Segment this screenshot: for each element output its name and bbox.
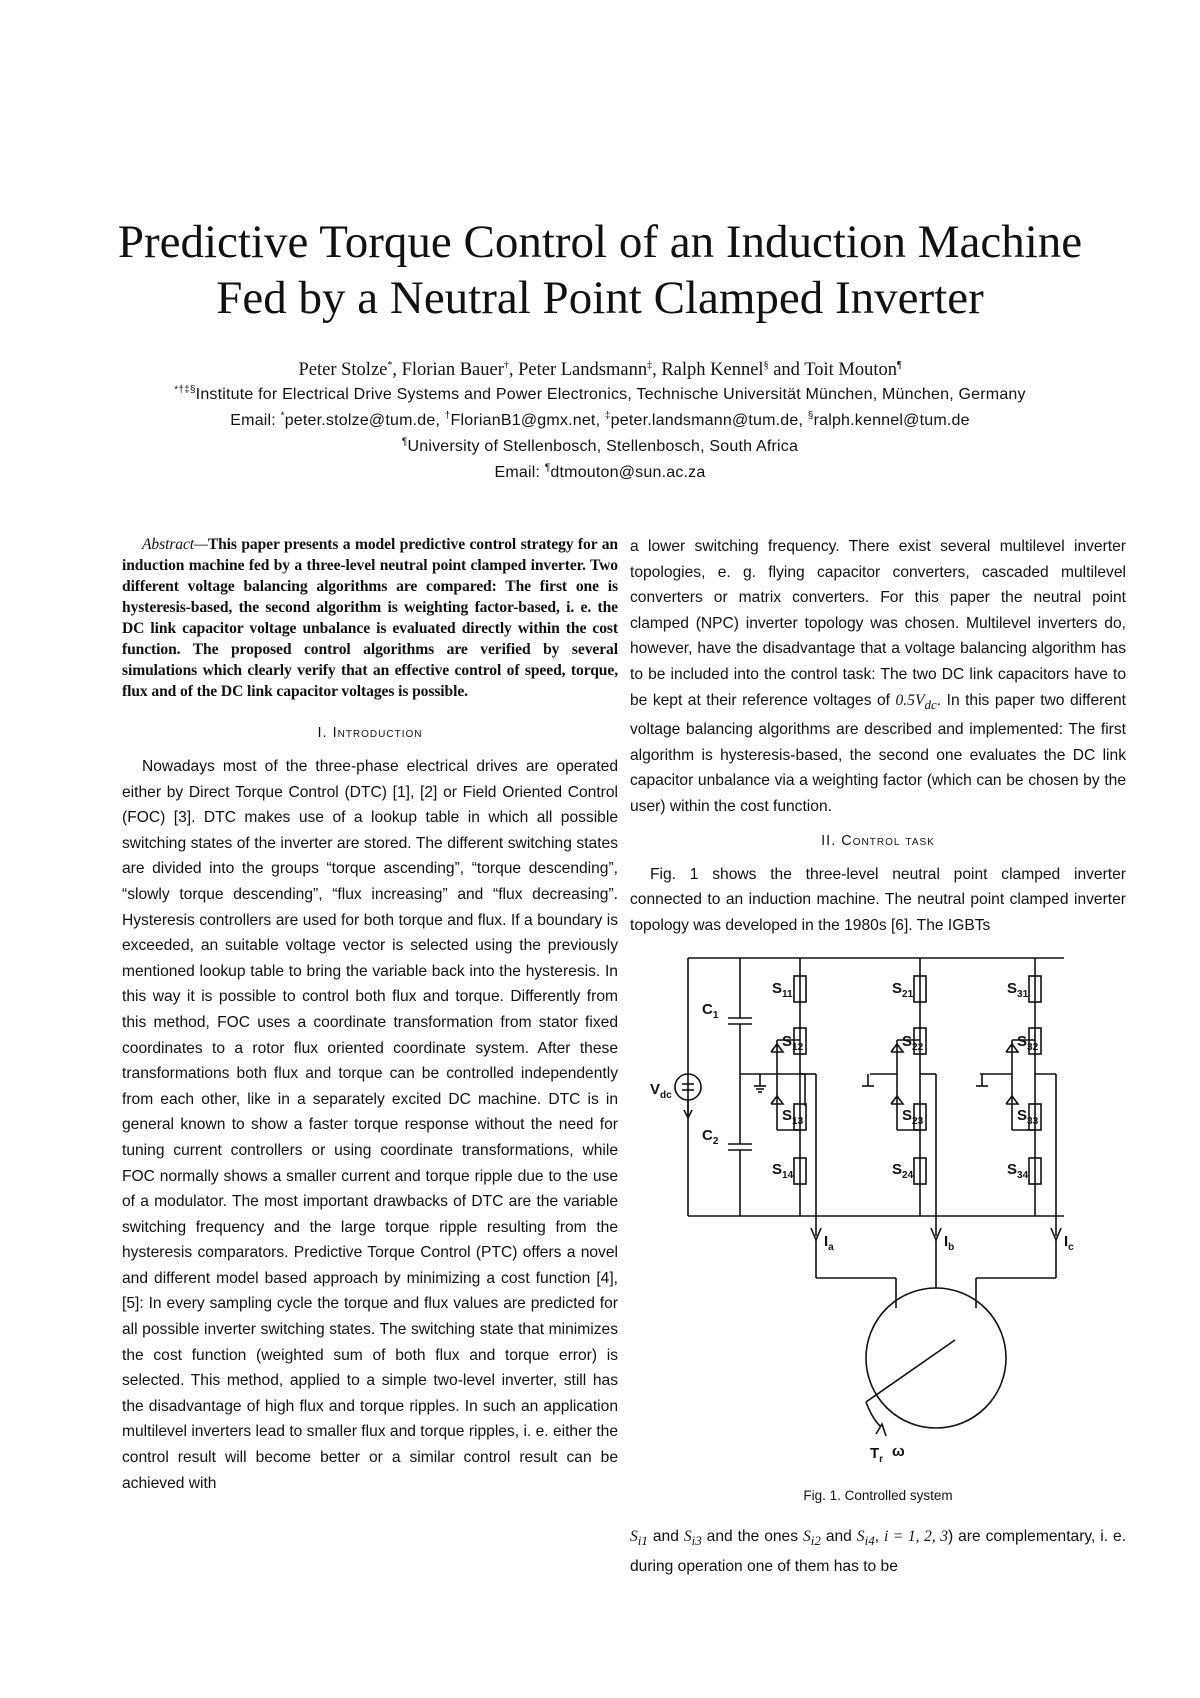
label-s11: $S_{11}$: [772, 980, 793, 1000]
text-mid: and the ones: [701, 1528, 803, 1545]
label-torque: $T_r$: [870, 1445, 884, 1465]
email-mark: ¶: [544, 462, 551, 474]
email-mark: §: [807, 410, 814, 422]
author-1-mark: *: [387, 359, 393, 371]
figure-caption: Fig. 1. Controlled system: [803, 1488, 953, 1503]
email-link-5[interactable]: dtmouton@sun.ac.za: [550, 464, 706, 481]
affiliation-2: [0, 434, 1200, 460]
label-ib: $I_b$: [944, 1233, 955, 1253]
author-3: Peter Landsmann: [518, 360, 648, 380]
induction-machine-symbol: [866, 1288, 1006, 1428]
email-link-2[interactable]: FlorianB1@gmx.net,: [450, 412, 605, 429]
label-ia: $I_a$: [824, 1233, 834, 1253]
section-number: II.: [821, 832, 842, 849]
math-i-values: i = 1, 2, 3: [883, 1528, 948, 1545]
label-c2: $C_2$: [702, 1127, 719, 1147]
label-s21: $S_{21}$: [892, 980, 914, 1000]
label-s13: $S_{13}$: [782, 1107, 804, 1127]
affiliation-1-text: Institute for Electrical Drive Systems and Power Electronics, Technische Universität München, München, Germany: [195, 386, 1026, 403]
email-label: Email:: [230, 412, 281, 429]
author-and: and: [768, 360, 805, 380]
author-5-mark: ¶: [896, 359, 902, 371]
section-title: Control task: [841, 832, 935, 849]
author-4-mark: §: [763, 359, 769, 371]
label-s12: $S_{12}$: [782, 1033, 804, 1053]
author-5: Toit Mouton: [804, 360, 897, 380]
inverter-leg-a: [771, 958, 816, 1236]
math-voltage: [895, 691, 937, 712]
math-s-i1: $S_{i1}$: [630, 1528, 648, 1549]
affiliation-2-mark: ¶: [401, 436, 408, 448]
title-line-2: Fed by a Neutral Point Clamped Inverter: [216, 272, 984, 324]
inverter-leg-b: [862, 958, 936, 1236]
right-column: [630, 534, 1126, 938]
label-c1: $C_1$: [702, 1001, 719, 1021]
section-heading-control-task: [630, 830, 1126, 852]
text-and: and: [820, 1528, 857, 1545]
math-s-i4: $S_{i4}$: [856, 1528, 875, 1549]
email-mark: †: [444, 410, 451, 422]
text-and: and: [647, 1528, 684, 1545]
email-line-2: [0, 460, 1200, 486]
affiliation-2-text: University of Stellenbosch, Stellenbosch, South Africa: [407, 438, 799, 455]
affiliation-1: [0, 382, 1200, 408]
intro-cont-text-b: . In this paper two different voltage balancing algorithms are described and implemented: The first algorithm is hysteresis-based, the second one evaluates the DC link capacitor unbalance via a weighting factor (which can be chosen by the user) within the cost function.: [630, 691, 1127, 816]
math-s-i2: $S_{i2}$: [802, 1528, 821, 1549]
math-voltage-base: 0.5V: [895, 691, 925, 709]
title-line-1: Predictive Torque Control of an Induction Machine: [117, 216, 1083, 268]
affiliation-1-marks: *†‡§: [174, 384, 196, 396]
label-omega: ω: [892, 1443, 905, 1460]
author-sep: ,: [652, 360, 662, 380]
email-mark: *: [280, 410, 285, 422]
label-s14: $S_{14}$: [772, 1161, 794, 1181]
label-s31: $S_{31}$: [1007, 980, 1029, 1000]
label-vdc: $V_{dc}$: [650, 1081, 672, 1101]
label-s24: $S_{24}$: [892, 1161, 914, 1181]
author-names: [0, 358, 1200, 382]
author-2: Florian Bauer: [401, 360, 504, 380]
label-ic: $I_c$: [1064, 1233, 1074, 1253]
author-block: [0, 358, 1200, 486]
left-column: [122, 534, 618, 1496]
email-link-1[interactable]: peter.stolze@tum.de,: [284, 412, 445, 429]
inverter-leg-c: [976, 958, 1056, 1236]
section-title: Introduction: [332, 725, 423, 741]
email-line-1: [0, 408, 1200, 434]
email-link-4[interactable]: ralph.kennel@tum.de: [813, 412, 970, 429]
paper-title: [0, 214, 1200, 326]
math-voltage-sub: dc: [924, 696, 937, 712]
author-3-mark: ‡: [647, 359, 653, 371]
math-s-i3: $S_{i3}$: [683, 1528, 702, 1549]
control-task-paragraph: Fig. 1 shows the three-level neutral point clamped inverter connected to an induction machine. The neutral point clamped inverter topology was developed in the 1980s [6]. The IGBTs: [630, 865, 1126, 934]
bottom-paragraph: [630, 1524, 1126, 1579]
author-4: Ralph Kennel: [661, 360, 764, 380]
author-2-mark: †: [503, 359, 509, 371]
author-sep: ,: [392, 360, 402, 380]
email-link-3[interactable]: peter.landsmann@tum.de,: [610, 412, 808, 429]
label-s23: $S_{23}$: [902, 1107, 924, 1127]
email-label: Email:: [494, 464, 545, 481]
section-heading-introduction: [122, 722, 618, 744]
intro-paragraph: Nowadays most of the three-phase electrical drives are operated either by Direct Torque Control (DTC) [1], [2] or Field Oriented Control (FOC) [3]. DTC makes use of a lookup table in which all possible switching states of the inverter are stored. The different switching states are divided into the groups “torque ascending”, “torque descending”, “slowly torque descending”, “flux increasing” and “flux decreasing”. Hysteresis controllers are used for both torque and flux. If a boundary is exceeded, an suitable voltage vector is selected using the previously mentioned lookup table to bring the variable back into the hysteresis. In this way it is possible to control both flux and torque. Differently from this method, FOC uses a coordinate transformation from stator fixed coordinates to a rotor flux oriented coordinate system. After these transformations both flux and torque can be controlled independently from each other, like in a separately excited DC machine. DTC is in general known to show a faster torque response without the need for tuning current controllers or using coordinate transformations, while FOC normally shows a smaller current and torque ripple due to the use of a modulator. The most important drawbacks of DTC are the variable switching frequency and the large torque ripple resulting from the hysteresis comparators. Predictive Torque Control (PTC) offers a novel and different model based approach by minimizing a cost function [4], [5]: In every sampling cycle the torque and flux values are predicted for all possible inverter switching states. The switching state that minimizes the cost function (weighted sum of both flux and torque error) is selected. This method, applied to a simple two-level inverter, still has the disadvantage of high flux and torque ripples. In such an application multilevel inverters lead to smaller flux and torque ripples, i. e. either the control result will become better or a similar control result can be achieved with: [122, 758, 618, 1492]
figure-circuit-diagram: [630, 948, 1126, 1494]
email-mark: ‡: [604, 410, 611, 422]
label-s34: $S_{34}$: [1007, 1161, 1029, 1181]
intro-paragraph-continued: [630, 534, 1126, 820]
text-comma: ,: [874, 1528, 884, 1545]
label-s33: $S_{33}$: [1017, 1107, 1039, 1127]
author-sep: ,: [508, 360, 519, 380]
label-s22: $S_{22}$: [902, 1033, 924, 1053]
label-s32: $S_{32}$: [1017, 1033, 1039, 1053]
abstract-lead: Abstract—: [142, 536, 208, 553]
text-tail: ) are complementary, i. e. during operation one of them has to be: [630, 1528, 1127, 1575]
author-1: Peter Stolze: [298, 360, 388, 380]
section-number: I.: [317, 725, 333, 741]
abstract: [122, 534, 618, 702]
abstract-text: This paper presents a model predictive control strategy for an induction machine fed by a three-level neutral point clamped inverter. Two different voltage balancing algorithms are compared: The first one is hysteresis-based, the second algorithm is weighting factor-based, i. e. the DC link capacitor voltage unbalance is evaluated directly within the cost function. The proposed control algorithms are verified by several simulations which clearly verify that an effective control of speed, torque, flux and of the DC link capacitor voltages is possible.: [122, 536, 618, 700]
intro-cont-text-a: a lower switching frequency. There exist several multilevel inverter topologies, e. g. flying capacitor converters, cascaded multilevel converters or matrix converters. For this paper the neutral point clamped (NPC) inverter topology was chosen. Multilevel inverters do, however, have the disadvantage that a voltage balancing algorithm has to be included into the control task: The two DC link capacitors have to be kept at their reference voltages of: [630, 538, 1126, 709]
